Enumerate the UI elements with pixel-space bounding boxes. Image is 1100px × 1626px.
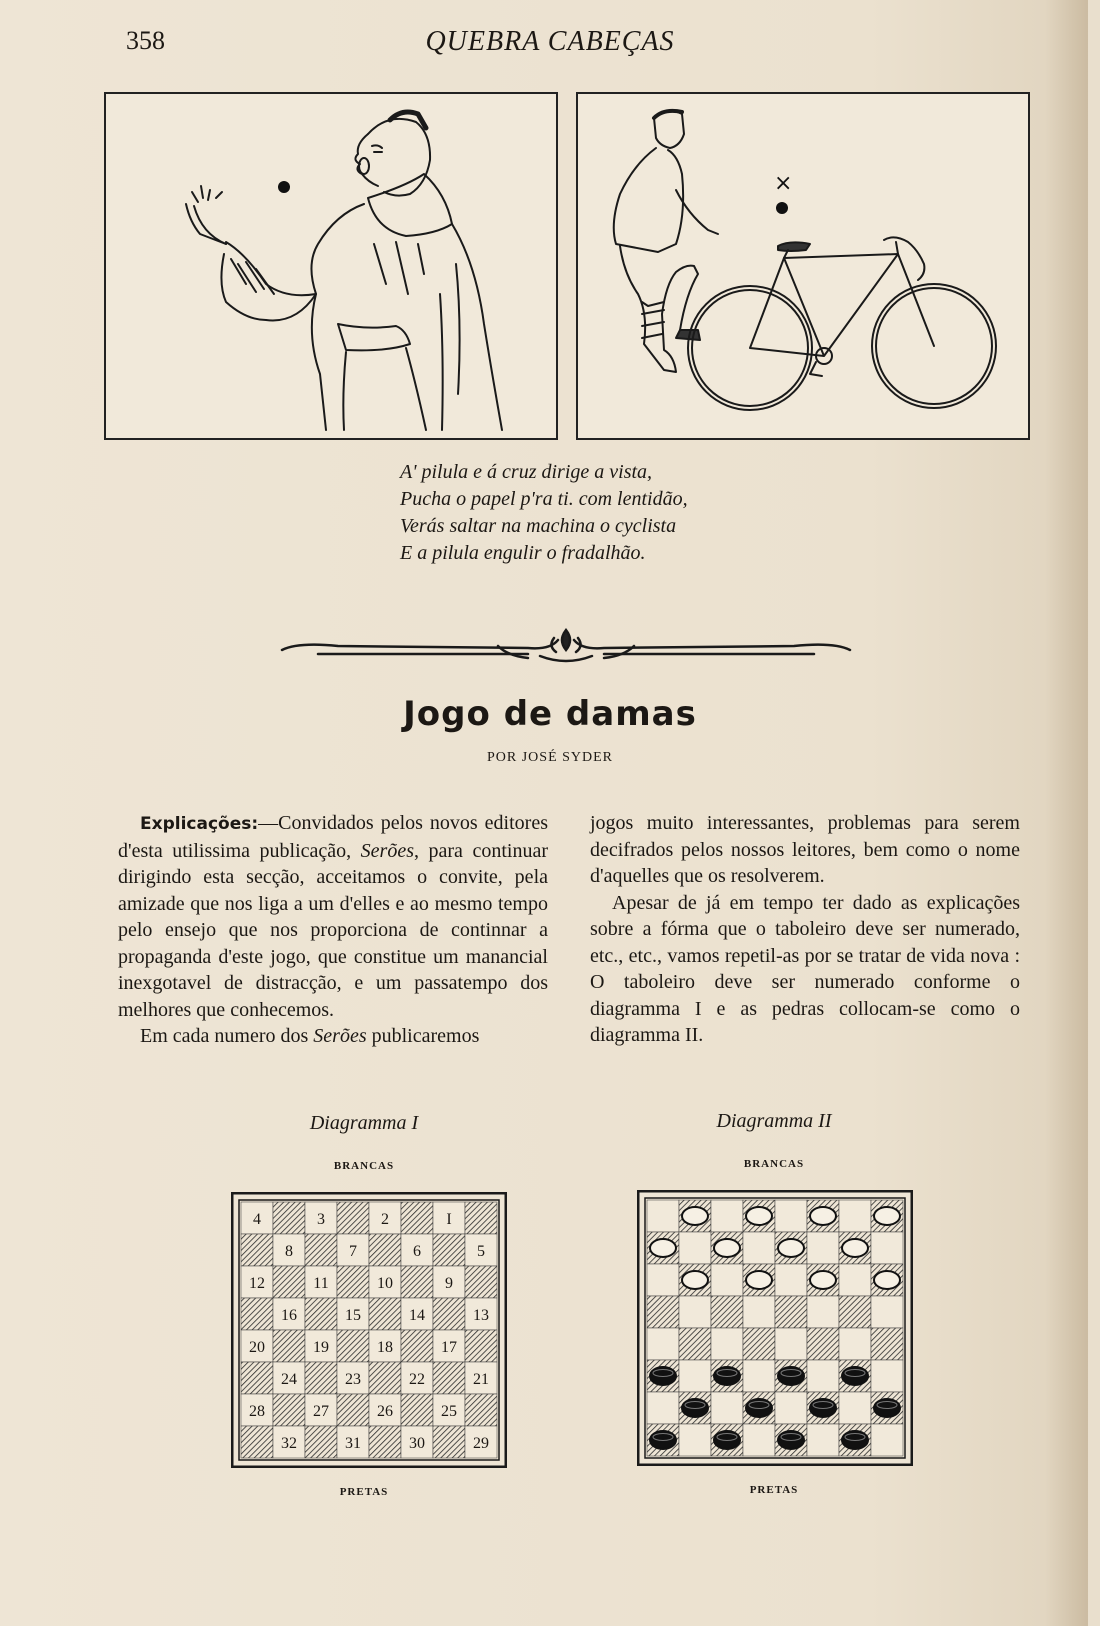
diagram-1-top-label: BRANCAS: [333, 1160, 395, 1172]
dark-square: [241, 1362, 273, 1394]
square-number: 26: [377, 1403, 393, 1420]
white-piece: [810, 1207, 836, 1225]
left-column: [118, 810, 548, 1050]
dark-square: [337, 1330, 369, 1362]
square-number: 21: [473, 1371, 489, 1388]
square-number: 12: [249, 1275, 265, 1292]
dark-square: [305, 1426, 337, 1458]
light-square: [743, 1296, 775, 1328]
square-number: 17: [441, 1339, 457, 1356]
white-piece: [842, 1239, 868, 1257]
illustration-cyclist: [576, 92, 1030, 440]
square-number: 6: [413, 1243, 421, 1260]
square-number: 19: [313, 1339, 329, 1356]
square-number: 2: [381, 1211, 389, 1228]
square-number: 20: [249, 1339, 265, 1356]
square-number: 4: [253, 1211, 261, 1228]
dark-square: [433, 1362, 465, 1394]
dark-square: [871, 1328, 903, 1360]
square-number: 29: [473, 1435, 489, 1452]
verse-line: Pucha o papel p'ra ti. com lentidão,: [400, 488, 688, 510]
svg-text:×: ×: [774, 171, 793, 196]
light-square: [679, 1232, 711, 1264]
white-piece: [714, 1239, 740, 1257]
square-number: 13: [473, 1307, 489, 1324]
ornamental-divider: [278, 626, 854, 668]
square-number: 24: [281, 1371, 297, 1388]
dark-square: [337, 1266, 369, 1298]
italic-title: Serões: [360, 839, 414, 862]
dark-square: [241, 1426, 273, 1458]
light-square: [807, 1424, 839, 1456]
paragraph-text: , para continuar dirigindo esta secção, acceitamos o convite, pela amizade que nos liga a um d'elles e ao mesmo tempo pelo ensejo que nos proporciona de continnar a propaganda d'este jogo, que constitue um manancial inexgotavel de distracção, e um passatempo dos melhores que conhecemos.: [118, 839, 548, 1021]
light-square: [647, 1200, 679, 1232]
verse-line: Verás saltar na machina o cyclista: [400, 515, 677, 537]
square-number: 25: [441, 1403, 457, 1420]
light-square: [711, 1392, 743, 1424]
dark-square: [305, 1362, 337, 1394]
dark-square: [241, 1298, 273, 1330]
paragraph-text: Apesar de já em tempo ter dado as explicações sobre a fórma que o taboleiro deve ser numerado, etc., etc., vamos repetil-as por se tratar de vida nova : O taboleiro deve ser numerado conforme o diagramma I e as pedras collocam-se como o diagramma II.: [590, 891, 1020, 1046]
light-square: [871, 1296, 903, 1328]
dark-square: [401, 1330, 433, 1362]
illustration-friar: [104, 92, 558, 440]
dark-square: [273, 1202, 305, 1234]
dark-square: [273, 1394, 305, 1426]
verse-line: A' pilula e á cruz dirige a vista,: [400, 461, 653, 483]
square-number: 18: [377, 1339, 393, 1356]
square-number: 16: [281, 1307, 297, 1324]
square-number: 11: [313, 1275, 329, 1292]
dark-square: [465, 1266, 497, 1298]
light-square: [711, 1328, 743, 1360]
light-square: [647, 1264, 679, 1296]
light-square: [647, 1328, 679, 1360]
square-number: 22: [409, 1371, 425, 1388]
dark-square: [711, 1296, 743, 1328]
light-square: [743, 1424, 775, 1456]
light-square: [743, 1360, 775, 1392]
white-piece: [874, 1271, 900, 1289]
white-piece: [746, 1271, 772, 1289]
light-square: [839, 1264, 871, 1296]
light-square: [647, 1392, 679, 1424]
square-number: 27: [313, 1403, 329, 1420]
dark-square: [369, 1362, 401, 1394]
square-number: 5: [477, 1243, 485, 1260]
square-number: 7: [349, 1243, 357, 1260]
dark-square: [775, 1296, 807, 1328]
square-number: 28: [249, 1403, 265, 1420]
square-number: 15: [345, 1307, 361, 1324]
dark-square: [807, 1328, 839, 1360]
light-square: [775, 1328, 807, 1360]
dark-square: [401, 1394, 433, 1426]
white-piece: [778, 1239, 804, 1257]
light-square: [807, 1360, 839, 1392]
page-number: 358: [126, 26, 165, 55]
dark-square: [337, 1394, 369, 1426]
italic-title: Serões: [313, 1025, 367, 1047]
light-square: [871, 1232, 903, 1264]
white-piece: [746, 1207, 772, 1225]
square-number: 8: [285, 1243, 293, 1260]
paragraph-text: —Convidados pelos novos editores d'esta utilissima publicação,: [118, 812, 548, 862]
dark-square: [433, 1298, 465, 1330]
light-square: [679, 1360, 711, 1392]
square-number: 32: [281, 1435, 297, 1452]
light-square: [839, 1328, 871, 1360]
light-square: [679, 1424, 711, 1456]
lead-label: Explicações:: [140, 814, 259, 834]
dark-square: [647, 1296, 679, 1328]
light-square: [775, 1392, 807, 1424]
diagram-2-caption: Diagramma II: [716, 1110, 832, 1132]
white-piece: [682, 1271, 708, 1289]
paragraph-text: publicaremos: [366, 1025, 480, 1047]
light-square: [775, 1264, 807, 1296]
white-piece: [810, 1271, 836, 1289]
dark-square: [743, 1328, 775, 1360]
square-number: 31: [345, 1435, 361, 1452]
paragraph-text: Em cada numero dos: [140, 1025, 314, 1047]
dark-square: [839, 1296, 871, 1328]
article-title: Jogo de damas: [403, 694, 697, 734]
right-column: [590, 810, 1020, 1049]
dark-square: [369, 1234, 401, 1266]
dark-square: [465, 1202, 497, 1234]
white-piece: [874, 1207, 900, 1225]
light-square: [871, 1360, 903, 1392]
square-number: 10: [377, 1275, 393, 1292]
light-square: [775, 1200, 807, 1232]
light-square: [807, 1296, 839, 1328]
article-byline: POR JOSÉ SYDER: [486, 750, 614, 765]
checkerboard-numbered: [231, 1192, 507, 1468]
light-square: [679, 1296, 711, 1328]
verse-line: E a pilula engulir o fradalhão.: [400, 542, 646, 564]
light-square: [839, 1392, 871, 1424]
running-title: QUEBRA CABEÇAS: [425, 26, 675, 57]
dark-square: [433, 1234, 465, 1266]
light-square: [807, 1232, 839, 1264]
dark-square: [305, 1234, 337, 1266]
white-piece: [650, 1239, 676, 1257]
dark-square: [433, 1426, 465, 1458]
dark-square: [369, 1426, 401, 1458]
white-piece: [682, 1207, 708, 1225]
verse-caption: [400, 459, 688, 567]
light-square: [743, 1232, 775, 1264]
dark-square: [401, 1202, 433, 1234]
diagram-1-caption: Diagramma I: [309, 1112, 419, 1134]
dark-square: [305, 1298, 337, 1330]
checkerboard-starting-position: [637, 1190, 913, 1466]
cyclist-drawing: [578, 94, 1028, 438]
square-number: I: [446, 1211, 452, 1228]
square-number: 23: [345, 1371, 361, 1388]
square-number: 9: [445, 1275, 453, 1292]
paragraph-text: jogos muito interessantes, problemas para serem decifrados pelos nossos leitores, bem como o nome d'aquelles que os resolverem.: [590, 812, 1020, 887]
friar-drawing: [106, 94, 556, 438]
diagram-2-bottom-label: PRETAS: [749, 1484, 799, 1496]
square-number: 14: [409, 1307, 425, 1324]
light-square: [871, 1424, 903, 1456]
square-number: 30: [409, 1435, 425, 1452]
light-square: [839, 1200, 871, 1232]
dark-square: [241, 1234, 273, 1266]
dark-square: [401, 1266, 433, 1298]
dark-square: [465, 1330, 497, 1362]
dark-square: [679, 1328, 711, 1360]
dark-square: [369, 1298, 401, 1330]
dark-square: [273, 1266, 305, 1298]
dark-square: [273, 1330, 305, 1362]
dark-square: [465, 1394, 497, 1426]
square-number: 3: [317, 1211, 325, 1228]
light-square: [711, 1264, 743, 1296]
diagram-2-top-label: BRANCAS: [743, 1158, 805, 1170]
dark-square: [337, 1202, 369, 1234]
diagram-1-bottom-label: PRETAS: [339, 1486, 389, 1498]
light-square: [711, 1200, 743, 1232]
